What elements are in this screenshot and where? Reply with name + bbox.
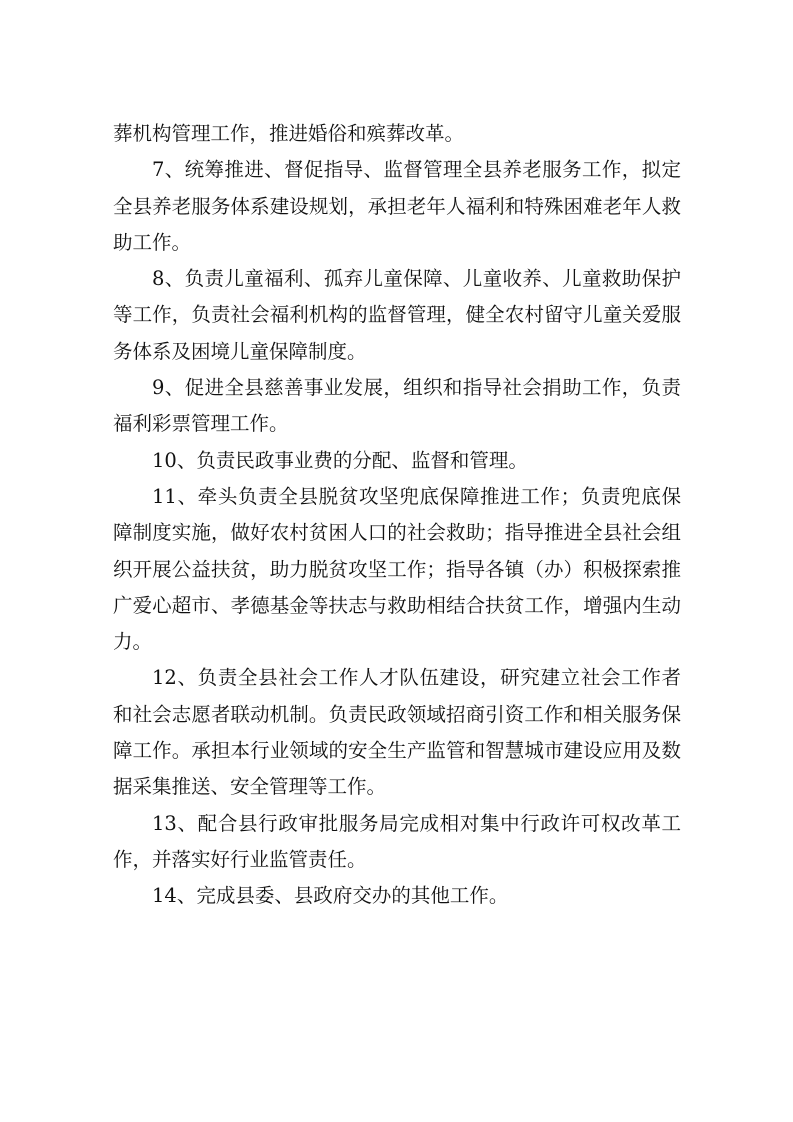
paragraph-item-8: 8、负责儿童福利、孤弃儿童保障、儿童收养、儿童救助保护等工作，负责社会福利机构的监督管理，健全农村留守儿童关爱服务体系及困境儿童保障制度。 bbox=[113, 267, 681, 363]
paragraph-item-9: 9、促进全县慈善事业发展，组织和指导社会捐助工作，负责福利彩票管理工作。 bbox=[113, 376, 681, 436]
paragraph-continuation: 葬机构管理工作，推进婚俗和殡葬改革。 bbox=[113, 122, 465, 145]
paragraph-item-14: 14、完成县委、县政府交办的其他工作。 bbox=[152, 884, 509, 908]
paragraph-item-13: 13、配合县行政审批服务局完成相对集中行政许可权改革工作，并落实好行业监管责任。 bbox=[113, 811, 681, 871]
paragraph-item-11: 11、牵头负责全县脱贫攻坚兜底保障推进工作；负责兜底保障制度实施，做好农村贫困人口的社会救助；指导推进全县社会组织开展公益扶贫，助力脱贫攻坚工作；指导各镇（办）积极探索推广爱心超市、孝德基金等扶志与救助相结合扶贫工作，增强内生动力。 bbox=[113, 484, 681, 654]
document-body bbox=[113, 116, 681, 915]
paragraph-item-12: 12、负责全县社会工作人才队伍建设，研究建立社会工作者和社会志愿者联动机制。负责民政领域招商引资工作和相关服务保障工作。承担本行业领域的安全生产监管和智慧城市建设应用及数据采集推送、安全管理等工作。 bbox=[113, 666, 681, 799]
paragraph-item-10: 10、负责民政事业费的分配、监督和管理。 bbox=[152, 448, 528, 472]
paragraph-item-7: 7、统筹推进、督促指导、监督管理全县养老服务工作，拟定全县养老服务体系建设规划，承担老年人福利和特殊困难老年人救助工作。 bbox=[113, 158, 681, 254]
